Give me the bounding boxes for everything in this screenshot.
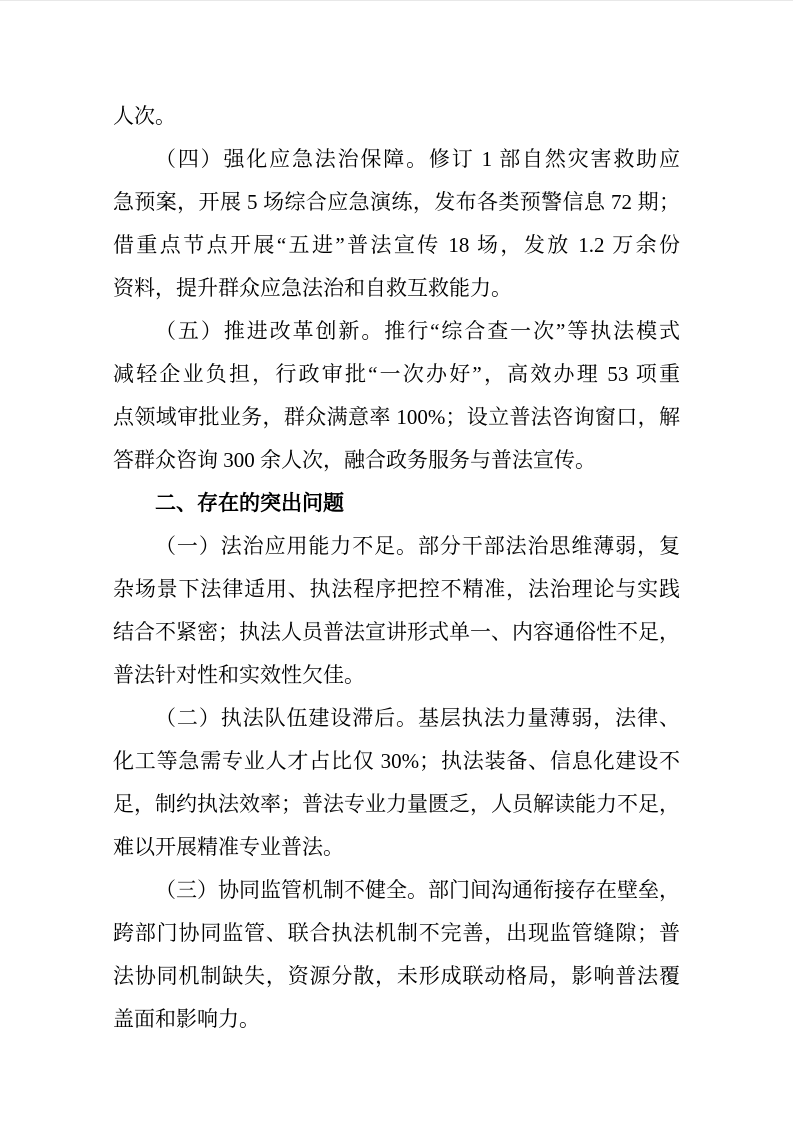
- text-line: 减轻企业负担，行政审批“一次办好”，高效办理 53 项重: [113, 362, 680, 386]
- para-issue-2: [113, 697, 680, 869]
- text-line: （五）推进改革创新。推行“综合查一次”等执法模式: [155, 319, 680, 343]
- text-line: （三）协同监管机制不健全。部门间沟通衔接存在壁垒，: [155, 878, 680, 902]
- text-line: 化工等急需专业人才占比仅 30%；执法装备、信息化建设不: [113, 749, 680, 773]
- text-line: 难以开展精准专业普法。: [113, 835, 344, 859]
- section-heading: [113, 482, 680, 525]
- text-line: 足，制约执法效率；普法专业力量匮乏，人员解读能力不足，: [113, 792, 680, 816]
- text-line: 普法针对性和实效性欠佳。: [113, 663, 365, 687]
- text-line: 急预案，开展 5 场综合应急演练，发布各类预警信息 72 期；: [113, 190, 680, 214]
- text-line: （四）强化应急法治保障。修订 1 部自然灾害救助应: [155, 147, 680, 171]
- section-heading-text: 二、存在的突出问题: [155, 492, 344, 515]
- text-line: 结合不紧密；执法人员普法宣讲形式单一、内容通俗性不足，: [113, 620, 680, 644]
- text-line: 跨部门协同监管、联合执法机制不完善，出现监管缝隙；普: [113, 921, 680, 945]
- text-line: （一）法治应用能力不足。部分干部法治思维薄弱，复: [155, 534, 680, 558]
- text-line: 杂场景下法律适用、执法程序把控不精准，法治理论与实践: [113, 577, 680, 601]
- para-issue-3: [113, 869, 680, 1041]
- text-line: 盖面和影响力。: [113, 1007, 260, 1031]
- text-line: 法协同机制缺失，资源分散，未形成联动格局，影响普法覆: [113, 964, 680, 988]
- para-section-4: [113, 138, 680, 310]
- text-line: 点领域审批业务，群众满意率 100%；设立普法咨询窗口，解: [113, 405, 680, 429]
- text-line: （二）执法队伍建设滞后。基层执法力量薄弱，法律、: [155, 706, 680, 730]
- para-continuation: [113, 95, 680, 138]
- para-section-5: [113, 310, 680, 482]
- text-line: 借重点节点开展“五进”普法宣传 18 场，发放 1.2 万余份: [113, 233, 680, 257]
- text-line: 人次。: [113, 104, 176, 128]
- text-line: 答群众咨询 300 余人次，融合政务服务与普法宣传。: [113, 448, 596, 472]
- text-block: [113, 95, 680, 1041]
- text-line: 资料，提升群众应急法治和自救互救能力。: [113, 276, 512, 300]
- para-issue-1: [113, 525, 680, 697]
